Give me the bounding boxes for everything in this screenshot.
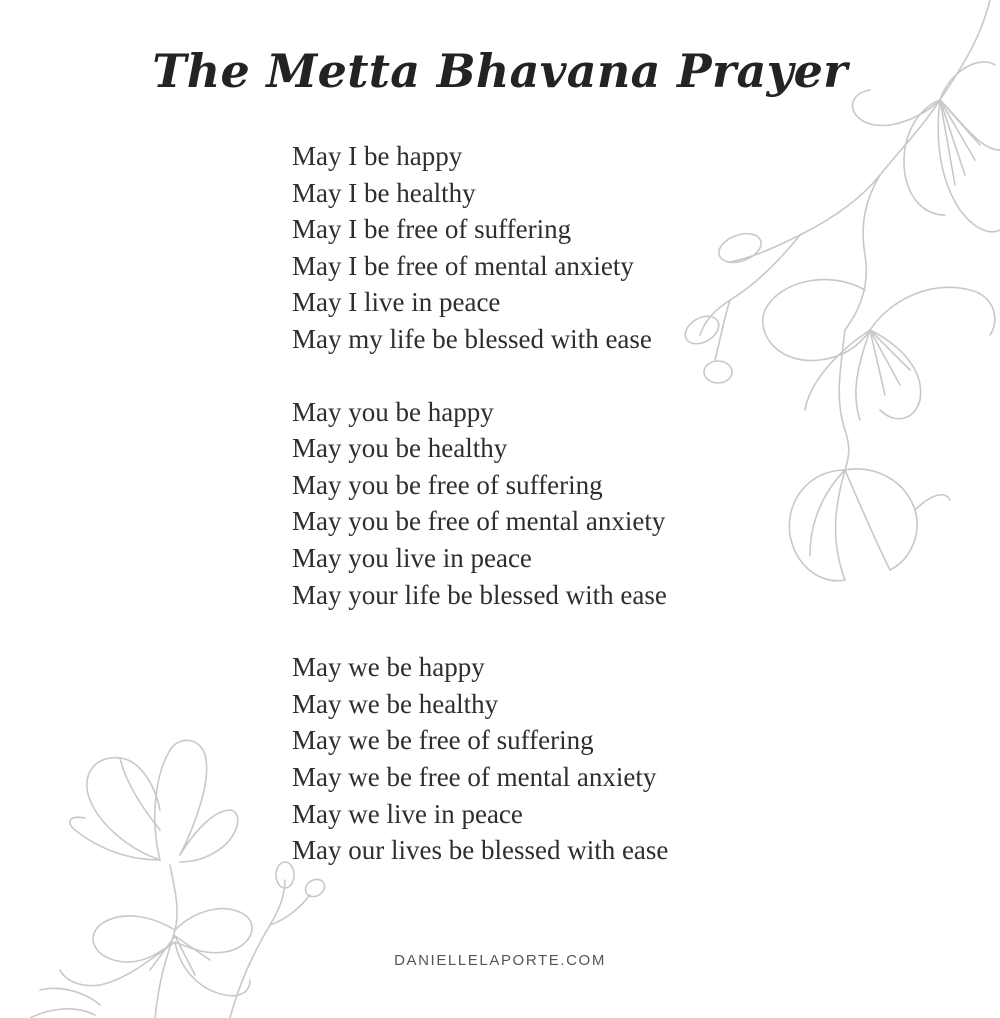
prayer-line: May we be free of suffering xyxy=(292,725,594,756)
website-credit: DANIELLELAPORTE.COM xyxy=(394,952,606,969)
stanza-we xyxy=(292,649,732,869)
prayer-line: May I be healthy xyxy=(292,177,476,208)
prayer-line: May we live in peace xyxy=(292,798,523,829)
prayer-line: May we be happy xyxy=(292,652,485,683)
prayer-line: May you be happy xyxy=(292,396,494,427)
prayer-line: May you be free of suffering xyxy=(292,469,603,500)
prayer-line: May my life be blessed with ease xyxy=(292,323,652,354)
prayer-line: May you be healthy xyxy=(292,433,508,464)
prayer-line: May you be free of mental anxiety xyxy=(292,506,666,537)
stanza-you xyxy=(292,394,732,614)
prayer-line: May we be free of mental anxiety xyxy=(292,761,657,792)
prayer-text xyxy=(292,138,732,905)
prayer-line: May I be free of suffering xyxy=(292,214,572,245)
stanza-self xyxy=(292,138,732,358)
prayer-line: May we be healthy xyxy=(292,688,499,719)
prayer-line: May I be happy xyxy=(292,141,463,171)
prayer-line: May your life be blessed with ease xyxy=(292,579,667,610)
prayer-line: May I be free of mental anxiety xyxy=(292,250,634,281)
page-title: The Metta Bhavana Prayer xyxy=(152,44,848,98)
prayer-line: May you live in peace xyxy=(292,542,532,573)
prayer-line: May our lives be blessed with ease xyxy=(292,835,669,866)
prayer-line: May I live in peace xyxy=(292,287,501,318)
